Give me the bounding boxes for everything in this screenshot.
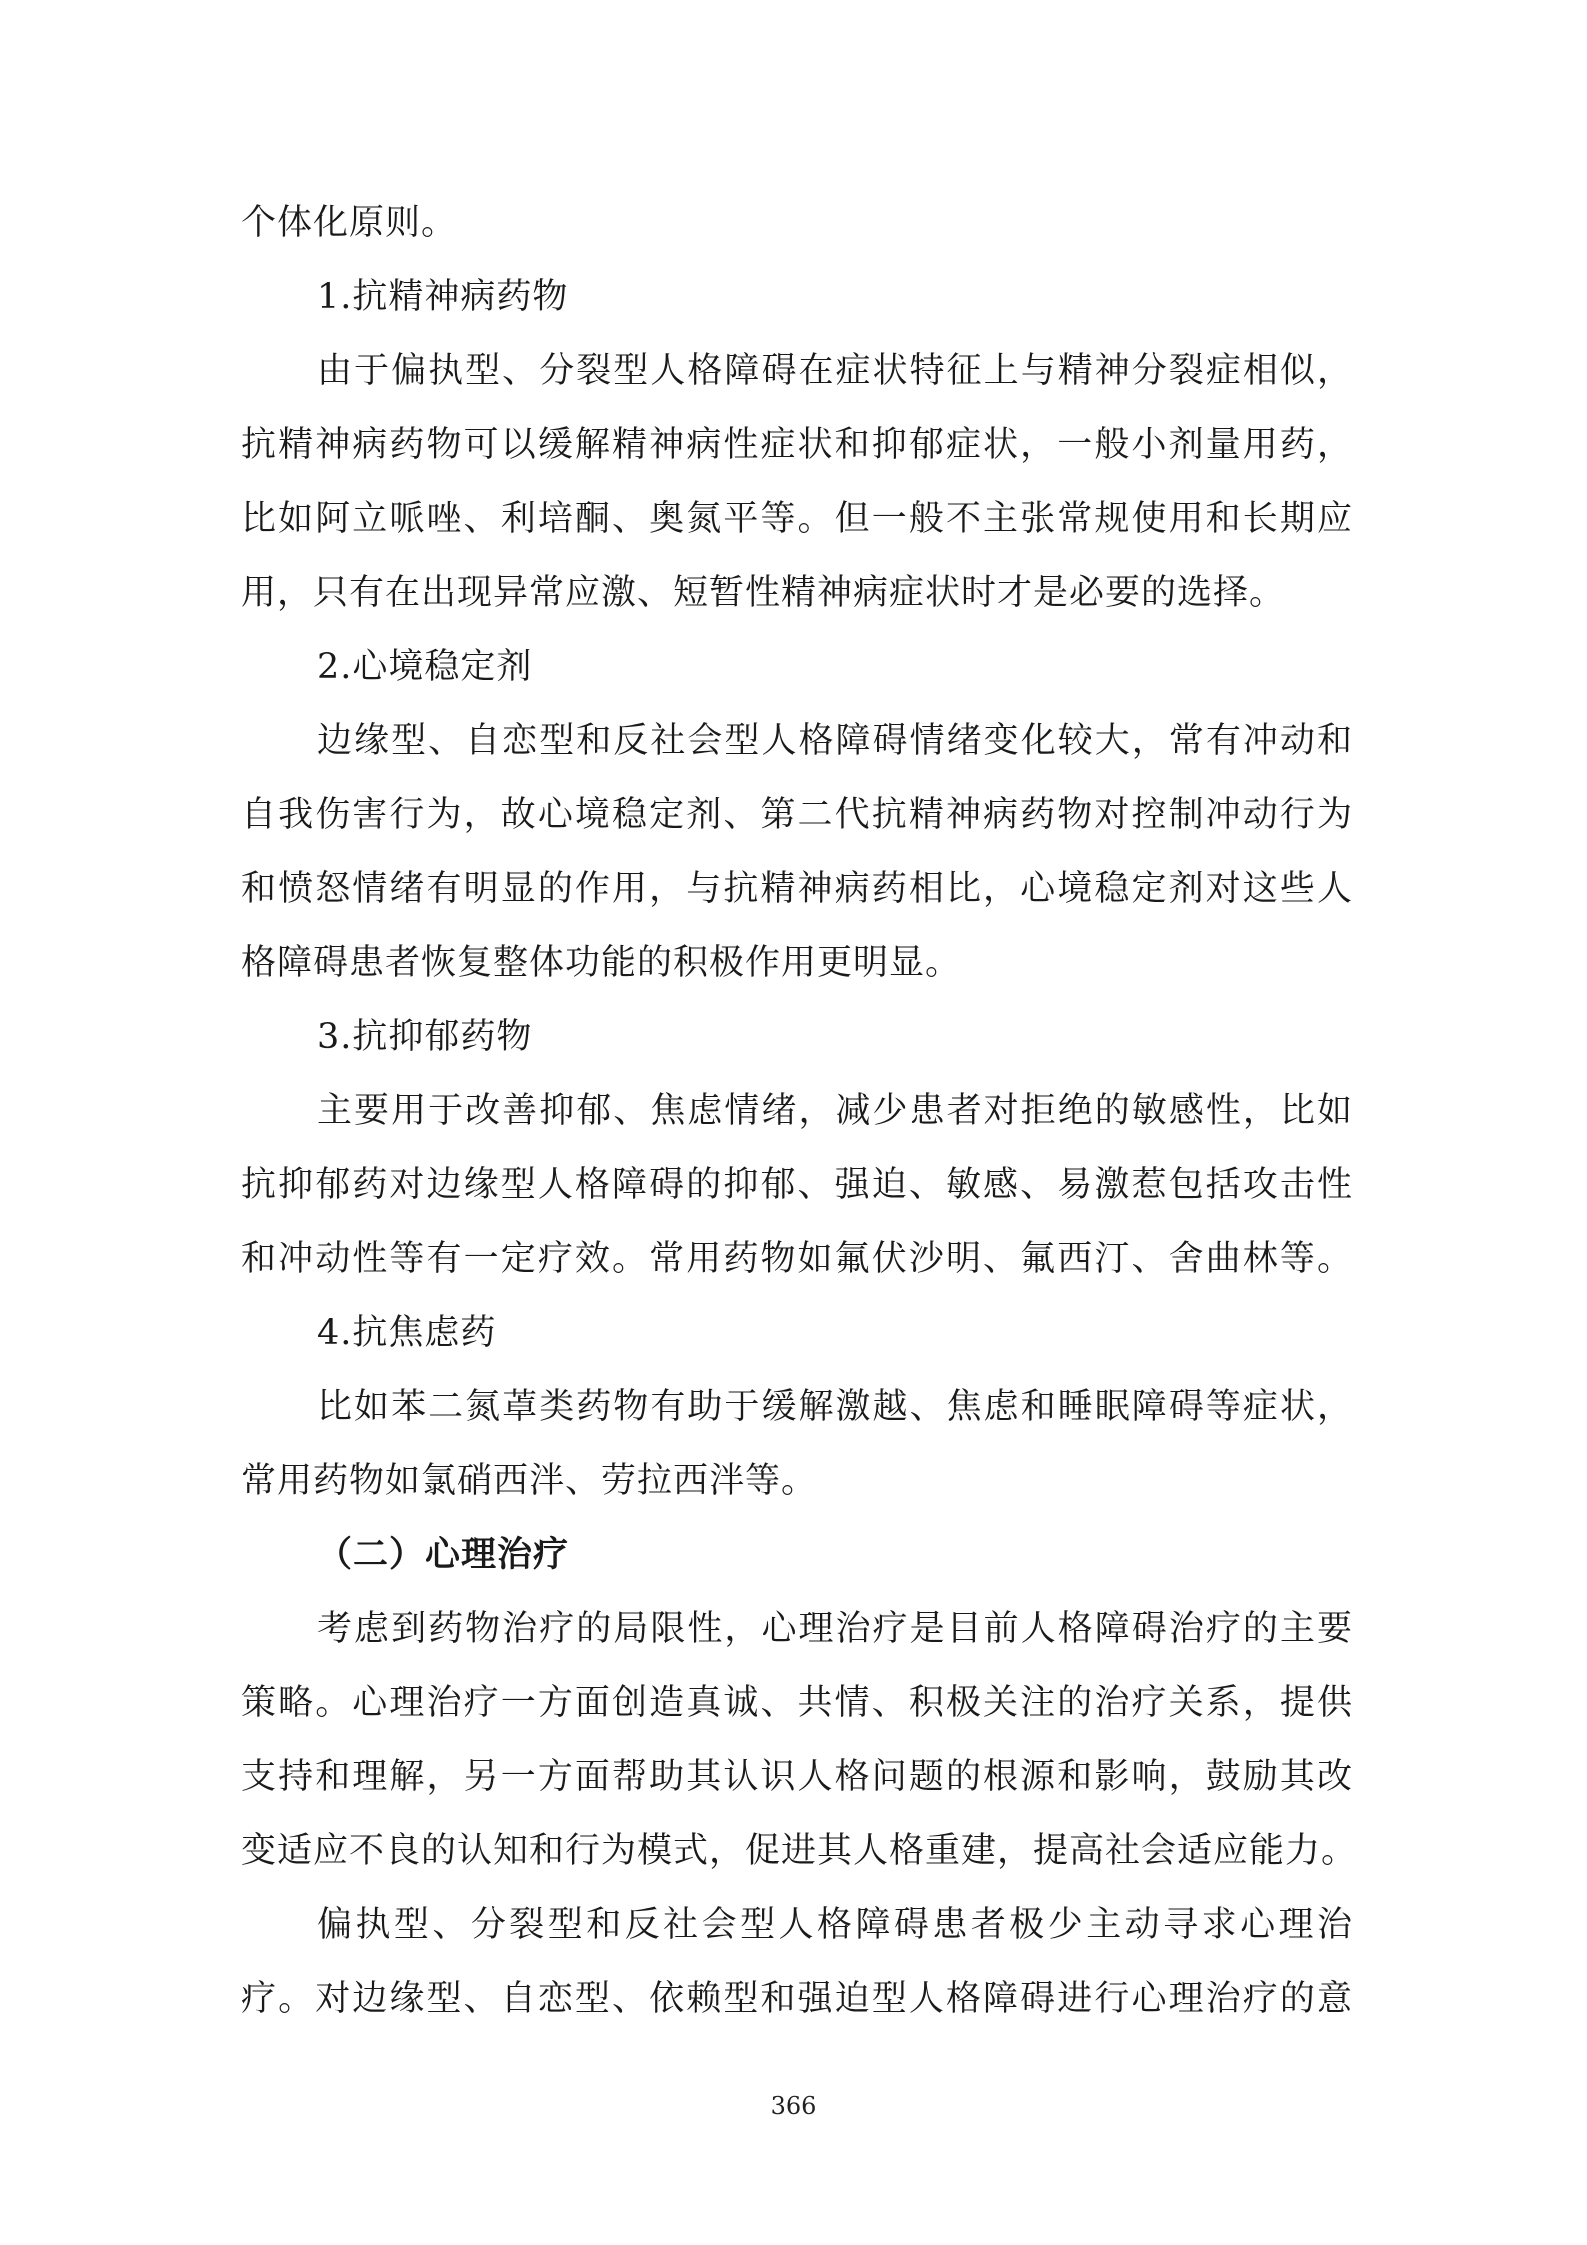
text-line: 和愤怒情绪有明显的作用，与抗精神病药相比，心境稳定剂对这些人 [241,869,1353,909]
section-heading-psychotherapy: （二）心理治疗 [317,1534,570,1575]
text-line: 支持和理解，另一方面帮助其认识人格问题的根源和影响，鼓励其改 [241,1757,1353,1797]
text-line: 个体化原则。 [241,203,458,243]
text-line: 常用药物如氯硝西泮、劳拉西泮等。 [241,1461,818,1501]
text-line: 疗。对边缘型、自恋型、依赖型和强迫型人格障碍进行心理治疗的意 [241,1979,1353,2019]
text-line: 用，只有在出现异常应激、短暂性精神病症状时才是必要的选择。 [241,573,1286,613]
text-line: 变适应不良的认知和行为模式，促进其人格重建，提高社会适应能力。 [241,1831,1358,1871]
text-line: 偏执型、分裂型和反社会型人格障碍患者极少主动寻求心理治 [317,1905,1353,1945]
page-number: 366 [770,2092,817,2120]
text-line: 比如苯二氮䓬类药物有助于缓解激越、焦虑和睡眠障碍等症状， [317,1387,1353,1427]
section-heading-mood-stabilizers: 2.心境稳定剂 [317,647,533,687]
text-line: 和冲动性等有一定疗效。常用药物如氟伏沙明、氟西汀、舍曲林等。 [241,1239,1353,1279]
text-line: 格障碍患者恢复整体功能的积极作用更明显。 [241,943,962,983]
section-heading-anxiolytics: 4.抗焦虑药 [317,1313,497,1353]
text-line: 自我伤害行为，故心境稳定剂、第二代抗精神病药物对控制冲动行为 [241,795,1353,835]
text-line: 抗精神病药物可以缓解精神病性症状和抑郁症状，一般小剂量用药， [241,425,1353,465]
text-line: 策略。心理治疗一方面创造真诚、共情、积极关注的治疗关系，提供 [241,1683,1353,1723]
text-line: 考虑到药物治疗的局限性，心理治疗是目前人格障碍治疗的主要 [317,1609,1353,1649]
text-line: 由于偏执型、分裂型人格障碍在症状特征上与精神分裂症相似， [317,351,1353,391]
section-heading-antidepressants: 3.抗抑郁药物 [317,1017,533,1057]
text-line: 边缘型、自恋型和反社会型人格障碍情绪变化较大，常有冲动和 [317,721,1353,761]
text-line: 比如阿立哌唑、利培酮、奥氮平等。但一般不主张常规使用和长期应 [241,499,1353,539]
body-text [241,186,1358,2036]
section-heading-antipsychotics: 1.抗精神病药物 [317,277,569,317]
text-line: 主要用于改善抑郁、焦虑情绪，减少患者对拒绝的敏感性，比如 [317,1091,1353,1131]
text-line: 抗抑郁药对边缘型人格障碍的抑郁、强迫、敏感、易激惹包括攻击性 [241,1165,1353,1205]
